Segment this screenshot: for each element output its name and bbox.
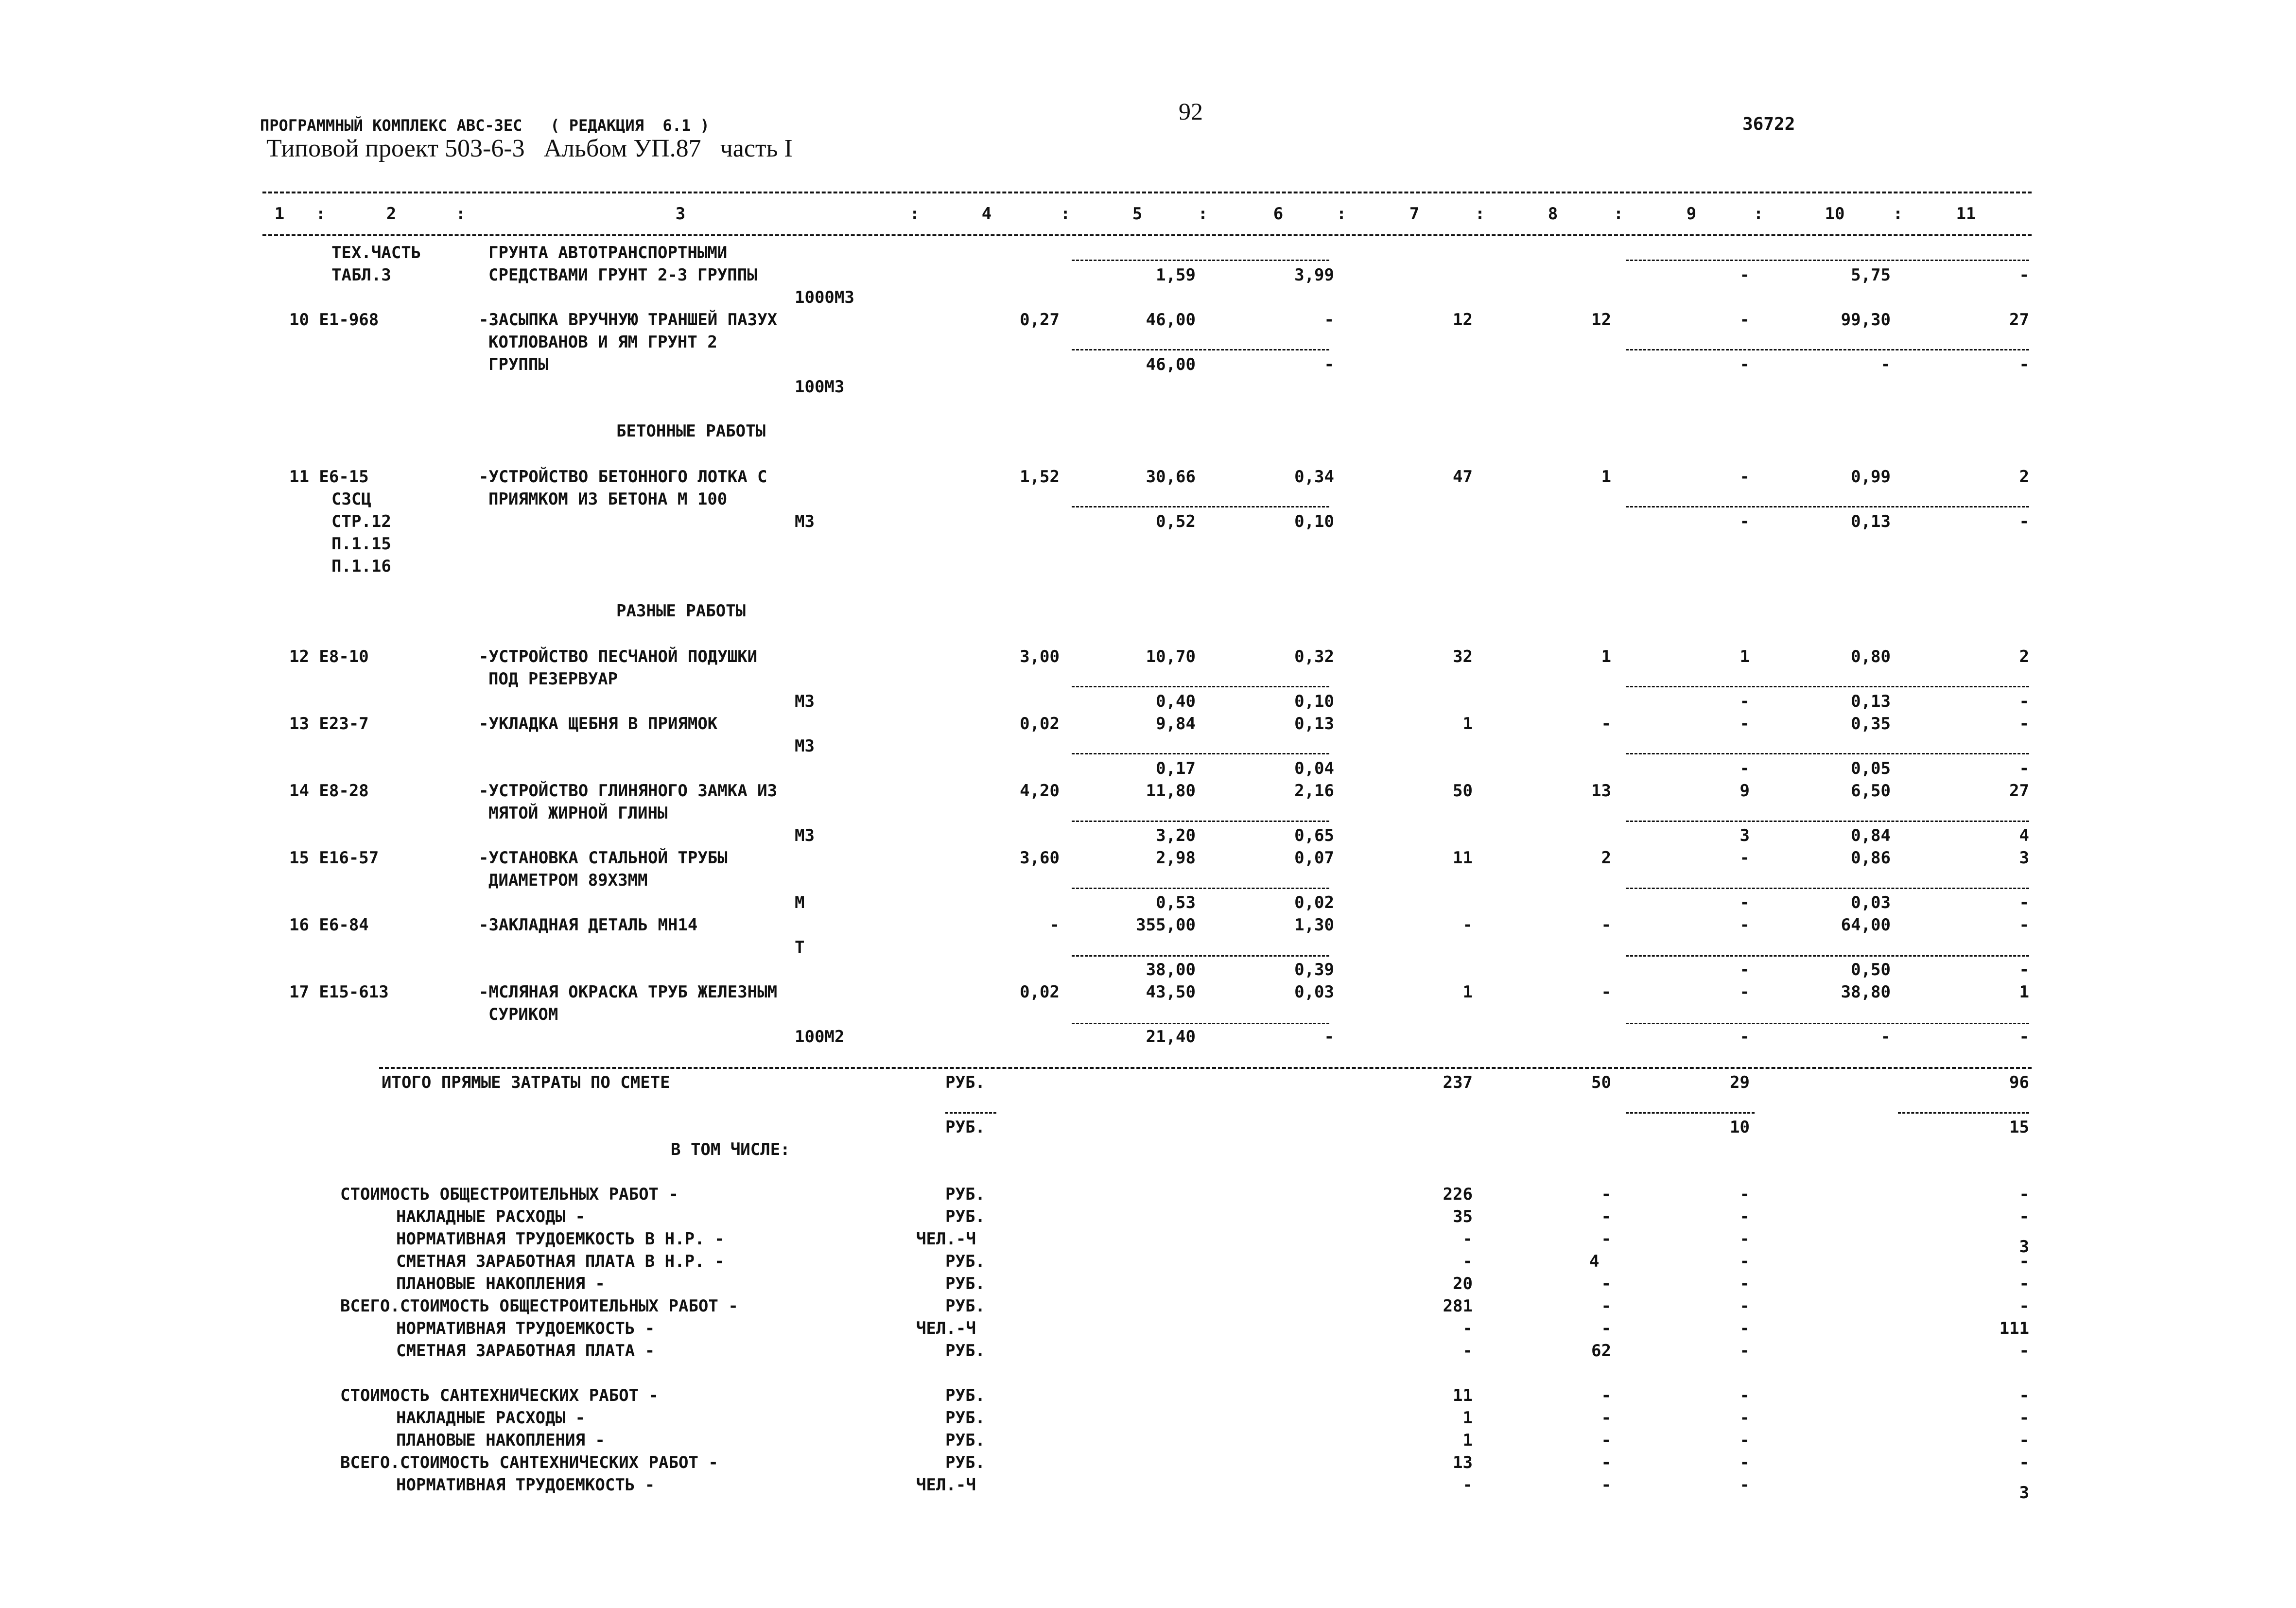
cell-c9: -: [1739, 1252, 1750, 1271]
cell-c5: 2,98: [1156, 848, 1196, 868]
cell-rule: [1626, 506, 2029, 507]
cell-c11: 3: [2019, 1483, 2029, 1503]
cell-c4: 3,00: [1020, 647, 1060, 666]
cell-c7: -: [1462, 1252, 1473, 1271]
cell-c9: -: [1739, 1453, 1750, 1472]
cell-rule: [1626, 888, 2029, 889]
cell-c6: 0,04: [1294, 759, 1334, 778]
cell-c10: 38,80: [1841, 982, 1891, 1002]
text-cell: ВСЕГО.СТОИМОСТЬ САНТЕХНИЧЕСКИХ РАБОТ -: [340, 1453, 718, 1472]
cell-c11: -: [2019, 1431, 2029, 1450]
cell-c11: 27: [2009, 781, 2029, 801]
cell-rule: [1626, 260, 2029, 261]
column-number: :: [1060, 204, 1071, 224]
cell-c5: 0,52: [1156, 512, 1196, 531]
text-cell: БЕТОННЫЕ РАБОТЫ: [616, 421, 766, 441]
text-cell: ТАБЛ.3: [331, 265, 391, 285]
cell-c11: 111: [1999, 1319, 2029, 1338]
cell-c8: -: [1601, 982, 1611, 1002]
cell-c5: 3,20: [1156, 826, 1196, 845]
cell-rule: [1072, 753, 1329, 754]
text-cell: РУБ.: [945, 1252, 985, 1271]
cell-c8: -: [1601, 1229, 1611, 1249]
project-title: Типовой проект 503-6-3 Альбом УП.87 часть I: [266, 135, 793, 162]
cell-rule: [1072, 1023, 1329, 1024]
cell-c8: -: [1601, 1296, 1611, 1316]
text-cell: РУБ.: [945, 1341, 985, 1361]
text-cell: РУБ.: [945, 1207, 985, 1226]
cell-c10: 0,99: [1851, 467, 1891, 487]
cell-c11: 3: [2019, 1237, 2029, 1257]
cell-c10: 64,00: [1841, 915, 1891, 935]
cell-c5: 46,00: [1146, 310, 1196, 330]
cell-c11: -: [2019, 714, 2029, 734]
cell-c7: 50: [1453, 781, 1473, 801]
cell-c6: 0,65: [1294, 826, 1334, 845]
cell-c11: -: [2019, 893, 2029, 912]
text-cell: РУБ.: [945, 1073, 985, 1092]
text-cell: РУБ.: [945, 1296, 985, 1316]
cell-c7: 226: [1443, 1185, 1473, 1204]
text-cell: М3: [795, 736, 815, 756]
cell-c8: -: [1601, 1207, 1611, 1226]
cell-c9: 9: [1739, 781, 1750, 801]
text-cell: -УСТАНОВКА СТАЛЬНОЙ ТРУБЫ: [479, 848, 728, 868]
cell-c10: 0,80: [1851, 647, 1891, 666]
cell-rule: [1626, 955, 2029, 957]
cell-c9: 3: [1739, 826, 1750, 845]
text-cell: СЗСЦ: [331, 489, 371, 509]
column-number: :: [315, 204, 326, 224]
cell-c11: 15: [2009, 1118, 2029, 1137]
cell-c9: -: [1739, 1185, 1750, 1204]
text-cell: 4: [1589, 1252, 1600, 1271]
cell-c11: -: [2019, 1252, 2029, 1271]
cell-rule: [1898, 1112, 2029, 1114]
cell-c6: 0,07: [1294, 848, 1334, 868]
text-cell: РУБ.: [945, 1408, 985, 1428]
text-cell: 12 Е8-10: [289, 647, 369, 666]
cell-c7: 12: [1453, 310, 1473, 330]
text-cell: РУБ.: [945, 1274, 985, 1293]
column-number: :: [1893, 204, 1903, 224]
text-cell: П.1.16: [331, 557, 391, 576]
text-cell: РАЗНЫЕ РАБОТЫ: [616, 601, 746, 621]
cell-c7: -: [1462, 1229, 1473, 1249]
cell-c7: 1: [1462, 1431, 1473, 1450]
cell-c5: 11,80: [1146, 781, 1196, 801]
cell-c5: 355,00: [1136, 915, 1196, 935]
column-number: 4: [981, 204, 992, 224]
cell-c10: -: [1880, 1027, 1891, 1047]
cell-c10: 0,84: [1851, 826, 1891, 845]
cell-c11: -: [2019, 1408, 2029, 1428]
cell-c11: 2: [2019, 647, 2029, 666]
cell-c11: -: [2019, 512, 2029, 531]
text-cell: 15 Е16-57: [289, 848, 379, 868]
cell-c11: -: [2019, 759, 2029, 778]
cell-c10: 6,50: [1851, 781, 1891, 801]
column-number: 2: [386, 204, 397, 224]
cell-c7: 20: [1453, 1274, 1473, 1293]
text-cell: ПЛАНОВЫЕ НАКОПЛЕНИЯ -: [396, 1274, 605, 1293]
cell-c4: -: [1049, 915, 1060, 935]
cell-c7: 32: [1453, 647, 1473, 666]
cell-c6: 1,30: [1294, 915, 1334, 935]
cell-c9: -: [1739, 1274, 1750, 1293]
cell-c8: 13: [1591, 781, 1611, 801]
cell-c4: 0,27: [1020, 310, 1060, 330]
text-cell: СУРИКОМ: [488, 1005, 558, 1024]
cell-c9: -: [1739, 982, 1750, 1002]
text-cell: ЧЕЛ.-Ч: [916, 1319, 976, 1338]
text-cell: ДИАМЕТРОМ 89Х3ММ: [488, 871, 648, 890]
cell-c5: 0,40: [1156, 692, 1196, 711]
cell-c10: -: [1880, 355, 1891, 374]
cell-c6: 2,16: [1294, 781, 1334, 801]
page-number: 92: [1179, 98, 1203, 125]
text-cell: 17 Е15-613: [289, 982, 389, 1002]
text-cell: СТР.12: [331, 512, 391, 531]
column-number: :: [1336, 204, 1347, 224]
cell-c11: 96: [2009, 1073, 2029, 1092]
cell-c9: -: [1739, 1296, 1750, 1316]
cell-c8: 2: [1601, 848, 1611, 868]
column-number: 6: [1273, 204, 1284, 224]
table-rule: [379, 1067, 2032, 1069]
column-number: 10: [1825, 204, 1845, 224]
column-number: :: [1198, 204, 1208, 224]
text-cell: РУБ.: [945, 1431, 985, 1450]
cell-c5: 0,17: [1156, 759, 1196, 778]
cell-c4: 0,02: [1020, 982, 1060, 1002]
cell-c8: -: [1601, 1431, 1611, 1450]
cell-c7: 47: [1453, 467, 1473, 487]
text-cell: НОРМАТИВНАЯ ТРУДОЕМКОСТЬ -: [396, 1319, 655, 1338]
cell-c6: 0,39: [1294, 960, 1334, 979]
cell-c4: 1,52: [1020, 467, 1060, 487]
column-number: :: [1613, 204, 1624, 224]
cell-c9: -: [1739, 692, 1750, 711]
cell-c11: -: [2019, 1296, 2029, 1316]
text-cell: 16 Е6-84: [289, 915, 369, 935]
cell-c7: -: [1462, 915, 1473, 935]
cell-c6: 0,32: [1294, 647, 1334, 666]
cell-c7: -: [1462, 1319, 1473, 1338]
cell-c10: 0,86: [1851, 848, 1891, 868]
cell-rule: [1626, 821, 2029, 822]
column-number: :: [1753, 204, 1764, 224]
text-cell: -ЗАКЛАДНАЯ ДЕТАЛЬ МН14: [479, 915, 698, 935]
cell-c9: 29: [1730, 1073, 1750, 1092]
text-cell: ГРУППЫ: [488, 355, 548, 374]
text-cell: КОТЛОВАНОВ И ЯМ ГРУНТ 2: [488, 332, 717, 352]
cell-c7: 1: [1462, 982, 1473, 1002]
cell-c7: 281: [1443, 1296, 1473, 1316]
table-rule: [262, 192, 2032, 193]
cell-c9: -: [1739, 1207, 1750, 1226]
cell-c4: 0,02: [1020, 714, 1060, 734]
cell-c11: -: [2019, 1027, 2029, 1047]
text-cell: ПРИЯМКОМ ИЗ БЕТОНА М 100: [488, 489, 728, 509]
cell-c10: 0,13: [1851, 512, 1891, 531]
text-cell: НОРМАТИВНАЯ ТРУДОЕМКОСТЬ В Н.Р. -: [396, 1229, 725, 1249]
text-cell: ИТОГО ПРЯМЫЕ ЗАТРАТЫ ПО СМЕТЕ: [382, 1073, 670, 1092]
cell-rule: [1072, 955, 1329, 957]
text-cell: МЯТОЙ ЖИРНОЙ ГЛИНЫ: [488, 804, 668, 823]
cell-c9: 1: [1739, 647, 1750, 666]
text-cell: ВСЕГО.СТОИМОСТЬ ОБЩЕСТРОИТЕЛЬНЫХ РАБОТ -: [340, 1296, 738, 1316]
text-cell: 100М3: [795, 377, 845, 397]
cell-c11: -: [2019, 1274, 2029, 1293]
cell-c5: 30,66: [1146, 467, 1196, 487]
cell-c11: -: [2019, 1341, 2029, 1361]
cell-c7: 237: [1443, 1073, 1473, 1092]
cell-c10: 0,13: [1851, 692, 1891, 711]
text-cell: СТОИМОСТЬ САНТЕХНИЧЕСКИХ РАБОТ -: [340, 1386, 659, 1405]
cell-c5: 9,84: [1156, 714, 1196, 734]
text-cell: ПЛАНОВЫЕ НАКОПЛЕНИЯ -: [396, 1431, 605, 1450]
cell-c11: -: [2019, 265, 2029, 285]
cell-c6: 0,03: [1294, 982, 1334, 1002]
cell-c10: 0,35: [1851, 714, 1891, 734]
cell-c6: -: [1324, 1027, 1334, 1047]
cell-c7: 35: [1453, 1207, 1473, 1226]
column-number: :: [1475, 204, 1485, 224]
cell-c6: 0,34: [1294, 467, 1334, 487]
cell-rule: [1072, 888, 1329, 889]
cell-c11: 2: [2019, 467, 2029, 487]
cell-c9: -: [1739, 467, 1750, 487]
text-cell: ТЕХ.ЧАСТЬ: [331, 243, 421, 262]
column-number: :: [455, 204, 466, 224]
column-number: 9: [1686, 204, 1697, 224]
cell-c9: -: [1739, 355, 1750, 374]
text-cell: М3: [795, 512, 815, 531]
cell-c9: -: [1739, 893, 1750, 912]
cell-c6: 3,99: [1294, 265, 1334, 285]
cell-c8: -: [1601, 1475, 1611, 1495]
cell-c9: -: [1739, 1027, 1750, 1047]
cell-c6: -: [1324, 310, 1334, 330]
cell-c11: 27: [2009, 310, 2029, 330]
cell-c8: 12: [1591, 310, 1611, 330]
cell-c9: 10: [1730, 1118, 1750, 1137]
cell-c11: 4: [2019, 826, 2029, 845]
column-number: :: [909, 204, 920, 224]
cell-c5: 43,50: [1146, 982, 1196, 1002]
cell-c5: 46,00: [1146, 355, 1196, 374]
cell-c8: -: [1601, 1185, 1611, 1204]
cell-c5: 38,00: [1146, 960, 1196, 979]
cell-c8: 50: [1591, 1073, 1611, 1092]
cell-c8: -: [1601, 1319, 1611, 1338]
cell-c9: -: [1739, 1319, 1750, 1338]
cell-c7: 1: [1462, 1408, 1473, 1428]
text-cell: 14 Е8-28: [289, 781, 369, 801]
cell-c11: -: [2019, 692, 2029, 711]
cell-c8: 1: [1601, 467, 1611, 487]
cell-rule: [945, 1112, 996, 1114]
cell-rule: [1626, 1023, 2029, 1024]
cell-c11: 1: [2019, 982, 2029, 1002]
cell-c11: -: [2019, 1185, 2029, 1204]
column-number: 3: [675, 204, 686, 224]
cell-c10: 0,05: [1851, 759, 1891, 778]
cell-c10: 0,03: [1851, 893, 1891, 912]
cell-c8: 62: [1591, 1341, 1611, 1361]
cell-c8: -: [1601, 1408, 1611, 1428]
cell-c4: 4,20: [1020, 781, 1060, 801]
cell-c11: -: [2019, 915, 2029, 935]
text-cell: -УСТРОЙСТВО БЕТОННОГО ЛОТКА С: [479, 467, 767, 487]
text-cell: 1000М3: [795, 288, 854, 307]
cell-c10: 99,30: [1841, 310, 1891, 330]
cell-c6: 0,13: [1294, 714, 1334, 734]
cell-c7: 1: [1462, 714, 1473, 734]
cell-c9: -: [1739, 1431, 1750, 1450]
cell-c7: 11: [1453, 1386, 1473, 1405]
text-cell: 13 Е23-7: [289, 714, 369, 734]
text-cell: СМЕТНАЯ ЗАРАБОТНАЯ ПЛАТА В Н.Р. -: [396, 1252, 725, 1271]
text-cell: -УКЛАДКА ЩЕБНЯ В ПРИЯМОК: [479, 714, 718, 734]
column-number: 1: [274, 204, 285, 224]
cell-rule: [1072, 506, 1329, 507]
cell-c9: -: [1739, 759, 1750, 778]
cell-c10: 0,50: [1851, 960, 1891, 979]
cell-rule: [1072, 349, 1329, 350]
cell-c9: -: [1739, 1229, 1750, 1249]
cell-c9: -: [1739, 310, 1750, 330]
text-cell: -УСТРОЙСТВО ПЕСЧАНОЙ ПОДУШКИ: [479, 647, 758, 666]
text-cell: ПОД РЕЗЕРВУАР: [488, 669, 618, 689]
cell-rule: [1072, 821, 1329, 822]
column-number: 11: [1956, 204, 1976, 224]
cell-c11: 3: [2019, 848, 2029, 868]
cell-c11: -: [2019, 1453, 2029, 1472]
cell-c5: 0,53: [1156, 893, 1196, 912]
text-cell: ЧЕЛ.-Ч: [916, 1475, 976, 1495]
cell-c10: 5,75: [1851, 265, 1891, 285]
program-header: ПРОГРАММНЫЙ КОМПЛЕКС АВС-ЗЕС ( РЕДАКЦИЯ 6.1 ): [260, 116, 710, 135]
text-cell: РУБ.: [945, 1185, 985, 1204]
cell-rule: [1072, 260, 1329, 261]
text-cell: 10 Е1-968: [289, 310, 379, 330]
text-cell: РУБ.: [945, 1453, 985, 1472]
column-number: 8: [1548, 204, 1558, 224]
cell-c9: -: [1739, 512, 1750, 531]
cell-c11: -: [2019, 355, 2029, 374]
cell-c9: -: [1739, 915, 1750, 935]
cell-c4: 3,60: [1020, 848, 1060, 868]
cell-c9: -: [1739, 1341, 1750, 1361]
cell-c8: 1: [1601, 647, 1611, 666]
text-cell: М3: [795, 826, 815, 845]
cell-c8: -: [1601, 1274, 1611, 1293]
cell-c9: -: [1739, 1475, 1750, 1495]
document-number: 36722: [1742, 114, 1795, 134]
cell-c9: -: [1739, 848, 1750, 868]
cell-rule: [1072, 686, 1329, 687]
text-cell: ГРУНТА АВТОТРАНСПОРТНЫМИ: [488, 243, 728, 262]
cell-c9: -: [1739, 960, 1750, 979]
cell-c8: -: [1601, 915, 1611, 935]
text-cell: П.1.15: [331, 534, 391, 554]
text-cell: НОРМАТИВНАЯ ТРУДОЕМКОСТЬ -: [396, 1475, 655, 1495]
cell-rule: [1626, 686, 2029, 687]
cell-c5: 21,40: [1146, 1027, 1196, 1047]
cell-c7: 11: [1453, 848, 1473, 868]
text-cell: 11 Е6-15: [289, 467, 369, 487]
cell-c6: -: [1324, 355, 1334, 374]
table-rule: [262, 234, 2032, 236]
text-cell: 100М2: [795, 1027, 845, 1047]
cell-c11: -: [2019, 1207, 2029, 1226]
text-cell: СТОИМОСТЬ ОБЩЕСТРОИТЕЛЬНЫХ РАБОТ -: [340, 1185, 678, 1204]
cell-rule: [1626, 349, 2029, 350]
text-cell: -МСЛЯНАЯ ОКРАСКА ТРУБ ЖЕЛЕЗНЫМ: [479, 982, 778, 1002]
text-cell: НАКЛАДНЫЕ РАСХОДЫ -: [396, 1207, 585, 1226]
cell-c5: 1,59: [1156, 265, 1196, 285]
text-cell: В ТОМ ЧИСЛЕ:: [671, 1140, 790, 1159]
cell-c6: 0,02: [1294, 893, 1334, 912]
column-number: 7: [1409, 204, 1420, 224]
text-cell: РУБ.: [945, 1386, 985, 1405]
text-cell: М: [795, 893, 805, 912]
cell-c9: -: [1739, 265, 1750, 285]
text-cell: -УСТРОЙСТВО ГЛИНЯНОГО ЗАМКА ИЗ: [479, 781, 778, 801]
text-cell: ЧЕЛ.-Ч: [916, 1229, 976, 1249]
cell-rule: [1626, 1112, 1755, 1114]
text-cell: НАКЛАДНЫЕ РАСХОДЫ -: [396, 1408, 585, 1428]
cell-c5: 10,70: [1146, 647, 1196, 666]
cell-c9: -: [1739, 714, 1750, 734]
cell-c9: -: [1739, 1386, 1750, 1405]
cell-c11: -: [2019, 960, 2029, 979]
text-cell: СМЕТНАЯ ЗАРАБОТНАЯ ПЛАТА -: [396, 1341, 655, 1361]
cell-c7: 13: [1453, 1453, 1473, 1472]
cell-c7: -: [1462, 1341, 1473, 1361]
text-cell: -ЗАСЫПКА ВРУЧНУЮ ТРАНШЕЙ ПАЗУХ: [479, 310, 778, 330]
text-cell: РУБ.: [945, 1118, 985, 1137]
text-cell: М3: [795, 692, 815, 711]
text-cell: СРЕДСТВАМИ ГРУНТ 2-3 ГРУППЫ: [488, 265, 757, 285]
cell-c7: -: [1462, 1475, 1473, 1495]
cell-c6: 0,10: [1294, 692, 1334, 711]
cell-c9: -: [1739, 1408, 1750, 1428]
cell-c8: -: [1601, 1453, 1611, 1472]
cell-c6: 0,10: [1294, 512, 1334, 531]
cell-c8: -: [1601, 1386, 1611, 1405]
column-number: 5: [1132, 204, 1143, 224]
cell-rule: [1626, 753, 2029, 754]
cell-c11: -: [2019, 1386, 2029, 1405]
cell-c8: -: [1601, 714, 1611, 734]
text-cell: Т: [795, 938, 805, 957]
